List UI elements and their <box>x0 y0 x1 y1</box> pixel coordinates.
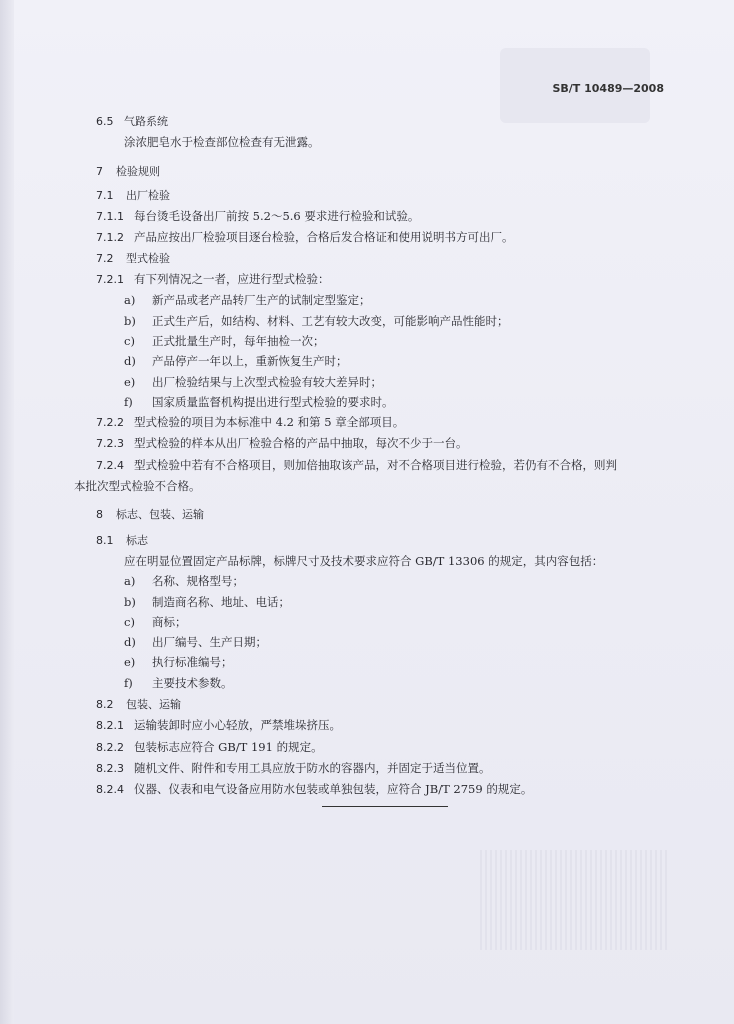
clause-number: 7.2.3 <box>96 437 124 451</box>
clause-number: 8.2.3 <box>96 761 124 775</box>
section-8 <box>96 505 686 525</box>
clause-number: 7.2.4 <box>96 458 124 472</box>
item-text: 执行标准编号； <box>152 655 233 670</box>
clause-7-2-3 <box>96 433 686 454</box>
clause-number: 7.1.1 <box>96 210 124 224</box>
standard-code: SB/T 10489—2008 <box>552 82 664 95</box>
item-text: 正式批量生产时，每年抽检一次； <box>152 333 325 348</box>
item-text: 新产品或老产品转厂生产的试制定型鉴定； <box>152 293 371 308</box>
list-item <box>96 331 686 351</box>
item-label: f) <box>124 394 133 409</box>
section-8-2 <box>96 695 686 715</box>
section-7-2 <box>96 249 686 269</box>
item-text: 制造商名称、地址、电话； <box>152 594 290 609</box>
clause-text: 每台烫毛设备出厂前按 5.2～5.6 要求进行检验和试验。 <box>134 209 420 224</box>
clause-text: 随机文件、附件和专用工具应放于防水的容器内，并固定于适当位置。 <box>134 760 491 775</box>
section-number: 7.2 <box>96 251 114 265</box>
clause-text: 运输装卸时应小心轻放，严禁堆垛挤压。 <box>134 718 341 733</box>
item-label: b) <box>124 594 136 609</box>
list-item <box>96 673 686 693</box>
clause-number: 8.2.2 <box>96 740 124 754</box>
item-label: a) <box>124 293 136 308</box>
clause-number: 7.1.2 <box>96 231 124 245</box>
list-item <box>96 372 686 392</box>
list-item <box>96 290 686 310</box>
clause-7-1-2 <box>96 227 686 248</box>
item-label: d) <box>124 354 136 369</box>
item-label: a) <box>124 574 136 589</box>
list-item <box>96 571 686 591</box>
item-text: 商标； <box>152 614 187 629</box>
clause-text: 产品应按出厂检验项目逐台检验，合格后发合格证和使用说明书方可出厂。 <box>134 230 514 245</box>
section-title: 出厂检验 <box>126 188 170 202</box>
page-edge-shadow <box>0 0 14 1024</box>
clause-8-2-1 <box>96 715 686 736</box>
clause-text: 包装标志应符合 GB/T 191 的规定。 <box>134 739 323 754</box>
section-number: 7.1 <box>96 188 114 202</box>
document-body <box>74 112 686 801</box>
clause-text: 仪器、仪表和电气设备应用防水包装或单独包装，应符合 JB/T 2759 的规定。 <box>134 782 533 797</box>
clause-number: 7.2.2 <box>96 416 124 430</box>
item-label: e) <box>124 655 136 670</box>
item-text: 出厂编号、生产日期； <box>152 635 267 650</box>
section-title: 检验规则 <box>116 164 160 178</box>
clause-7-1-1 <box>96 206 686 227</box>
clause-8-2-3 <box>96 758 686 779</box>
section-6-5-body: 涂浓肥皂水于检查部位检查有无泄露。 <box>124 135 320 150</box>
section-number: 7 <box>96 164 103 178</box>
item-text: 国家质量监督机构提出进行型式检验的要求时。 <box>152 394 394 409</box>
show-through-barcode <box>480 850 670 950</box>
item-text: 名称、规格型号； <box>152 574 244 589</box>
list-item <box>96 592 686 612</box>
section-title: 标志 <box>126 533 148 547</box>
clause-number: 8.2.4 <box>96 783 124 797</box>
clause-7-2-4 <box>96 455 686 476</box>
item-label: e) <box>124 374 136 389</box>
section-title: 标志、包装、运输 <box>116 508 204 522</box>
list-item <box>96 351 686 371</box>
clause-8-2-2 <box>96 737 686 758</box>
section-6-5 <box>96 112 686 132</box>
item-text: 主要技术参数。 <box>152 675 233 690</box>
item-label: b) <box>124 313 136 328</box>
clause-8-2-4 <box>96 779 686 800</box>
item-text: 正式生产后，如结构、材料、工艺有较大改变，可能影响产品性能时； <box>152 313 509 328</box>
clause-text: 有下列情况之一者，应进行型式检验： <box>134 272 330 287</box>
clause-7-2-2 <box>96 412 686 433</box>
section-7 <box>96 162 686 182</box>
section-number: 6.5 <box>96 115 114 128</box>
clause-text: 型式检验的项目为本标准中 4.2 和第 5 章全部项目。 <box>134 415 405 430</box>
item-label: c) <box>124 333 135 348</box>
section-8-1-body: 应在明显位置固定产品标牌，标牌尺寸及技术要求应符合 GB/T 13306 的规定，其内容包括： <box>124 553 604 568</box>
clause-text: 型式检验中若有不合格项目，则加倍抽取该产品，对不合格项目进行检验，若仍有不合格，则判 <box>134 457 617 472</box>
item-label: d) <box>124 635 136 650</box>
list-item <box>96 612 686 632</box>
section-title: 包装、运输 <box>126 698 181 712</box>
section-title: 型式检验 <box>126 251 170 265</box>
clause-number: 8.2.1 <box>96 719 124 733</box>
end-of-document-rule <box>322 806 448 807</box>
item-text: 出厂检验结果与上次型式检验有较大差异时； <box>152 374 382 389</box>
section-number: 8.1 <box>96 533 114 547</box>
item-text: 产品停产一年以上，重新恢复生产时； <box>152 354 348 369</box>
section-number: 8.2 <box>96 698 114 712</box>
section-7-1 <box>96 186 686 206</box>
item-label: c) <box>124 614 135 629</box>
clause-text: 型式检验的样本从出厂检验合格的产品中抽取，每次不少于一台。 <box>134 436 468 451</box>
section-number: 8 <box>96 508 103 522</box>
list-item <box>96 652 686 672</box>
list-item <box>96 392 686 412</box>
section-title: 气路系统 <box>124 115 168 128</box>
clause-7-2-4-continued: 本批次型式检验不合格。 <box>74 479 201 494</box>
list-item <box>96 632 686 652</box>
clause-7-2-1 <box>96 269 686 290</box>
item-label: f) <box>124 675 133 690</box>
section-8-1 <box>96 531 686 551</box>
list-item <box>96 311 686 331</box>
clause-number: 7.2.1 <box>96 273 124 287</box>
